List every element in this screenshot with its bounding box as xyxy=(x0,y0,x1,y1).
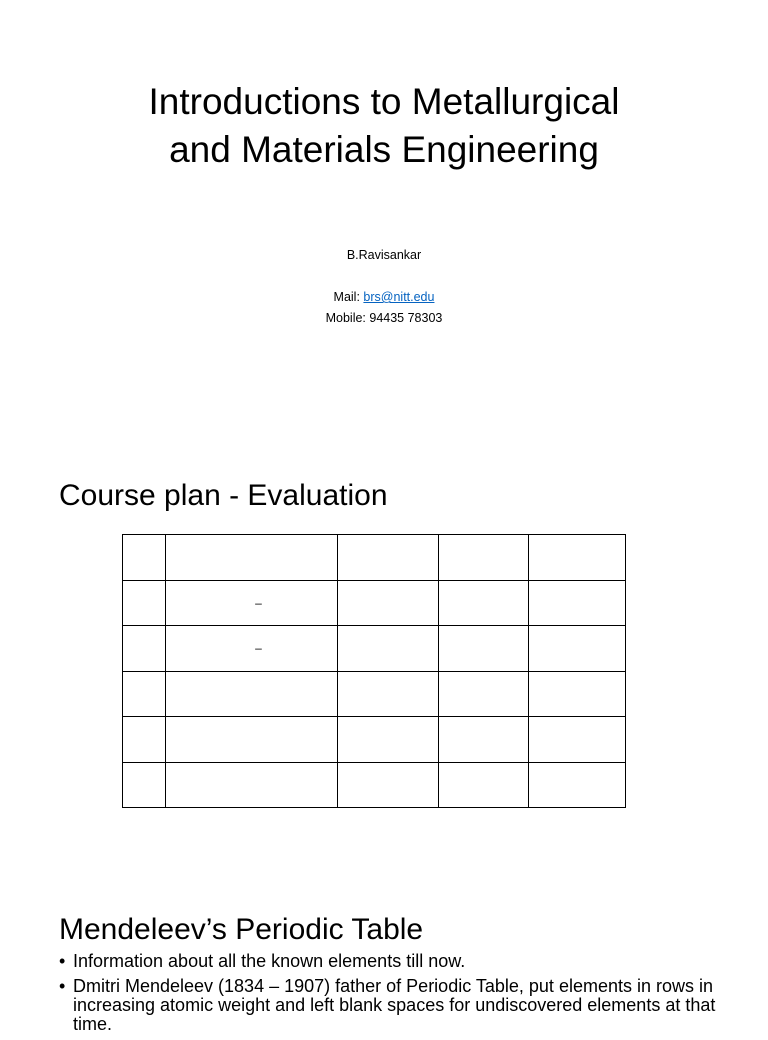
table-cell xyxy=(166,671,338,717)
table-cell xyxy=(529,671,626,717)
table-row xyxy=(123,580,626,626)
table-cell xyxy=(123,626,166,672)
title-line-1: Introductions to Metallurgical xyxy=(148,81,620,122)
table-row xyxy=(123,717,626,763)
mail-line xyxy=(0,290,768,304)
table-cell xyxy=(338,762,439,808)
table-cell xyxy=(123,762,166,808)
table-cell xyxy=(123,717,166,763)
table-cell xyxy=(338,671,439,717)
list-item: • Information about all the known elements till now. xyxy=(59,952,719,971)
email-link[interactable]: brs@nitt.edu xyxy=(363,290,435,304)
table-row xyxy=(123,762,626,808)
table-cell xyxy=(439,762,529,808)
table-cell xyxy=(338,626,439,672)
course-plan-title: Course plan - Evaluation xyxy=(59,479,388,512)
table-cell xyxy=(439,717,529,763)
table-cell xyxy=(123,671,166,717)
table-cell xyxy=(166,626,338,672)
table-cell xyxy=(166,535,338,581)
bullet-list xyxy=(59,952,719,1040)
list-item: • Dmitri Mendeleev (1834 – 1907) father of Periodic Table, put elements in rows in increasing atomic weight and left blank spaces for undiscovered elements at that time. xyxy=(59,977,719,1034)
table-cell xyxy=(529,535,626,581)
table-cell xyxy=(166,762,338,808)
dash-mark: – xyxy=(255,641,262,656)
table-cell xyxy=(439,580,529,626)
table-row xyxy=(123,626,626,672)
periodic-table-title: Mendeleev’s Periodic Table xyxy=(59,913,424,946)
slide-title xyxy=(0,78,768,174)
table-cell xyxy=(338,580,439,626)
table-cell xyxy=(439,535,529,581)
table-cell xyxy=(123,535,166,581)
title-line-2: and Materials Engineering xyxy=(169,129,599,170)
dash-mark: – xyxy=(255,595,262,610)
table-row xyxy=(123,671,626,717)
mail-label: Mail: xyxy=(333,290,364,304)
table-cell xyxy=(166,717,338,763)
table-cell xyxy=(529,762,626,808)
table-cell xyxy=(338,535,439,581)
table-cell xyxy=(529,580,626,626)
author-name: B.Ravisankar xyxy=(346,248,422,262)
mobile-number: Mobile: 94435 78303 xyxy=(325,311,443,325)
table-cell xyxy=(529,626,626,672)
table-cell xyxy=(123,580,166,626)
table-cell xyxy=(529,717,626,763)
table-cell xyxy=(439,626,529,672)
table-cell xyxy=(338,717,439,763)
table-row xyxy=(123,535,626,581)
table-cell xyxy=(166,580,338,626)
evaluation-table xyxy=(122,534,626,808)
table-cell xyxy=(439,671,529,717)
